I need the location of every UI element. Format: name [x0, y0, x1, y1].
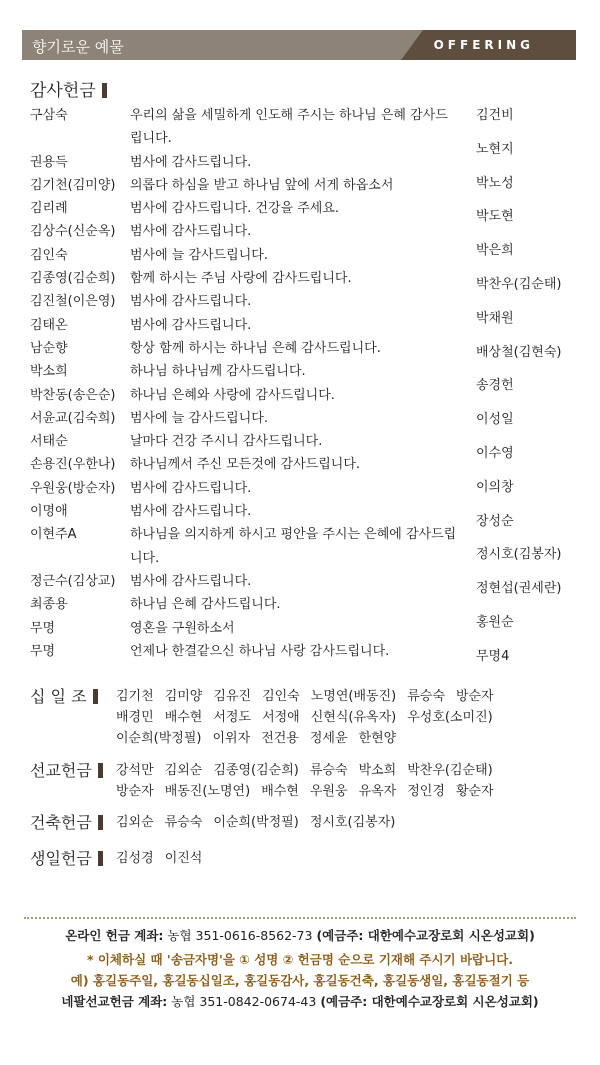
heading-marker-icon [93, 689, 98, 704]
donor-message: 언제나 한결같으신 하나님 사랑 감사드립니다. [130, 643, 390, 659]
donor-name: 류승숙 [309, 763, 348, 778]
mission-line [116, 781, 565, 802]
nepal-account-number: 농협 351-0842-0674-43 [171, 994, 317, 1009]
donor-name: 이순희(박정필) [213, 815, 299, 830]
donor-name: 유옥자 [358, 784, 397, 799]
birthday-names [116, 848, 576, 869]
mission-names [116, 760, 576, 802]
donor-name: 한현양 [358, 731, 397, 746]
donor-name: 김종영(김순희) [30, 271, 116, 287]
donor-name: 우원웅(방순자) [30, 480, 116, 496]
heading-marker-icon [98, 763, 103, 778]
birthday-label-text: 생일헌금 [30, 849, 92, 868]
donor-name: 무명4 [476, 648, 510, 664]
thanks-heading-text: 감사헌금 [30, 81, 96, 101]
donor-name: 배동진(노명연) [164, 784, 251, 799]
donor-name: 이위자 [212, 731, 251, 746]
donor-name: 김성경 [116, 851, 154, 866]
donor-message: 하나님을 의지하게 하시고 평안을 주시는 은혜에 감사드립니다. [130, 527, 457, 566]
thanks-row [30, 220, 460, 243]
donor-name: 권용득 [30, 154, 68, 170]
birthday-line [116, 848, 565, 869]
thanks-row [30, 384, 460, 407]
donor-message: 범사에 늘 감사드립니다. [130, 247, 268, 263]
donor-name: 무명 [30, 620, 56, 636]
donor-message: 범사에 감사드립니다. [130, 573, 252, 589]
mission-label-text: 선교헌금 [30, 761, 92, 780]
donor-name: 무명 [30, 643, 56, 659]
nepal-account-label: 네팔선교헌금 계좌: [61, 994, 168, 1009]
donor-message: 하나님 하나님께 감사드립니다. [130, 364, 306, 380]
donor-name: 최종용 [30, 597, 68, 613]
donor-name: 박채원 [476, 310, 514, 326]
thanks-row [30, 197, 460, 220]
dotted-divider [24, 917, 576, 919]
donor-name: 서정애 [262, 710, 300, 725]
mission-label [30, 760, 103, 781]
donor-name: 김기천 [116, 689, 154, 704]
donor-name: 박찬우(김순태) [476, 276, 562, 292]
nepal-account-holder: (예금주: 대한예수교장로회 시온성교회) [320, 994, 539, 1009]
donor-name: 서태순 [30, 434, 68, 450]
donor-name: 남순향 [30, 340, 68, 356]
donor-name: 구삼숙 [30, 108, 68, 123]
thanks-row [30, 593, 460, 616]
building-label [30, 812, 103, 833]
donor-name: 손용진(우한나) [30, 457, 116, 473]
tithe-line [116, 686, 565, 707]
online-account-line [0, 926, 600, 944]
donor-name: 홍원순 [476, 614, 514, 630]
donor-name: 노명연(배동진) [310, 689, 397, 704]
donor-name: 김건비 [476, 108, 514, 123]
thanks-row [30, 523, 460, 570]
donor-message: 범사에 감사드립니다. [130, 154, 252, 170]
donor-message: 함께 하시는 주님 사랑에 감사드립니다. [130, 271, 352, 287]
tithe-label [30, 686, 98, 707]
donor-name: 김미양 [164, 689, 203, 704]
thanks-row [30, 104, 460, 151]
building-label-text: 건축헌금 [30, 813, 92, 832]
mission-line [116, 760, 565, 781]
donor-name: 김종영(김순희) [213, 763, 299, 778]
donor-name: 김리례 [30, 201, 68, 217]
donor-name: 류승숙 [407, 689, 445, 704]
donor-name: 배상철(김현숙) [476, 344, 562, 360]
donor-name: 정세윤 [309, 731, 348, 746]
donor-name: 박찬동(송은순) [30, 387, 116, 403]
donor-name: 이수영 [476, 445, 514, 461]
donor-message: 범사에 감사드립니다. [130, 317, 252, 333]
section-banner [22, 30, 576, 60]
thanks-row [30, 617, 460, 640]
donor-name: 이현주A [30, 527, 77, 543]
birthday-label [30, 848, 103, 869]
donor-name: 박소희 [358, 763, 397, 778]
donor-name: 이의창 [476, 479, 514, 495]
donor-name: 노현지 [476, 141, 514, 157]
online-account-label: 온라인 헌금 계좌: [65, 928, 164, 943]
donor-name: 박소희 [30, 364, 68, 380]
thanks-row [30, 244, 460, 267]
donor-message: 항상 함께 하시는 하나님 은혜 감사드립니다. [130, 340, 381, 356]
donor-name: 김유진 [213, 689, 252, 704]
thanks-row [30, 314, 460, 337]
donor-name: 김인숙 [262, 689, 300, 704]
thanks-row [30, 430, 460, 453]
donor-name: 이진석 [164, 851, 203, 866]
donor-name: 김진철(이은영) [30, 294, 116, 310]
donor-name: 우원웅 [309, 784, 348, 799]
donor-message: 하나님 은혜 감사드립니다. [130, 597, 281, 613]
donor-name: 황순자 [455, 784, 494, 799]
donor-name: 정인경 [407, 784, 445, 799]
donor-name: 김외순 [164, 763, 203, 778]
donor-name: 박노성 [476, 175, 514, 191]
donor-name: 류승숙 [164, 815, 203, 830]
donor-name: 정근수(김상교) [30, 573, 116, 589]
thanks-row [30, 360, 460, 383]
thanks-row [30, 151, 460, 174]
banner-subtitle: OFFERING [433, 38, 534, 52]
heading-marker-icon [102, 83, 107, 98]
thanks-row [30, 267, 460, 290]
donor-name: 방순자 [455, 689, 494, 704]
donor-name: 정현섭(권세란) [476, 581, 562, 597]
thanks-row [30, 290, 460, 313]
donor-message: 범사에 감사드립니다. [130, 504, 252, 520]
tithe-line [116, 728, 565, 749]
thanks-right-list [476, 104, 586, 679]
thanks-row [30, 500, 460, 523]
donor-message: 우리의 삶을 세밀하게 인도해 주시는 하나님 은혜 감사드립니다. [130, 108, 448, 147]
online-account-holder: (예금주: 대한예수교장로회 시온성교회) [316, 928, 535, 943]
donor-name: 서정도 [213, 710, 252, 725]
donor-name: 김태온 [30, 317, 68, 333]
tithe-label-text: 십 일 조 [30, 687, 87, 706]
donor-name: 김기천(김미양) [30, 177, 116, 193]
building-line [116, 812, 565, 833]
donor-name: 정시호(김봉자) [476, 547, 562, 563]
thanks-row [30, 407, 460, 430]
donor-name: 전건용 [261, 731, 299, 746]
donor-message: 범사에 감사드립니다. [130, 480, 252, 496]
thanks-list [30, 104, 460, 663]
donor-name: 김외순 [116, 815, 154, 830]
donor-name: 배수현 [164, 710, 203, 725]
donor-name: 강석만 [116, 763, 154, 778]
transfer-note: * 이체하실 때 '송금자명'을 ① 성명 ② 헌금명 순으로 기재해 주시기 바랍니다. [86, 952, 514, 967]
heading-marker-icon [98, 815, 103, 830]
donor-message: 하나님 은혜와 사랑에 감사드립니다. [130, 387, 335, 403]
banner-title: 향기로운 예물 [32, 38, 124, 56]
thanks-row [30, 453, 460, 476]
donor-message: 범사에 감사드립니다. [130, 224, 252, 240]
thanks-heading [30, 76, 107, 101]
tithe-line [116, 707, 565, 728]
thanks-row [30, 174, 460, 197]
donor-name: 방순자 [116, 784, 154, 799]
donor-name: 박도현 [476, 209, 514, 225]
donor-name: 송경헌 [476, 378, 514, 394]
online-account-number: 농협 351-0616-8562-73 [167, 928, 313, 943]
donor-message: 영혼을 구원하소서 [130, 620, 235, 636]
donor-name: 김상수(신순옥) [30, 224, 116, 240]
thanks-row [30, 640, 460, 663]
donor-message: 범사에 감사드립니다. 건강을 주세요. [130, 201, 340, 217]
building-names [116, 812, 576, 833]
donor-name: 박은희 [476, 243, 514, 259]
thanks-row [30, 337, 460, 360]
donor-message: 범사에 감사드립니다. [130, 294, 252, 310]
donor-name: 이순희(박정필) [116, 731, 202, 746]
donor-name: 이명애 [30, 504, 68, 520]
thanks-row [30, 570, 460, 593]
donor-name: 이성일 [476, 412, 514, 428]
donor-name: 우성호(소미진) [407, 710, 493, 725]
heading-marker-icon [98, 851, 103, 866]
donor-name: 배수현 [261, 784, 299, 799]
donor-name: 김인숙 [30, 247, 68, 263]
donor-name: 신현식(유옥자) [310, 710, 397, 725]
donor-message: 범사에 늘 감사드립니다. [130, 410, 268, 426]
donor-name: 장성순 [476, 513, 514, 529]
donor-name: 서윤교(김숙희) [30, 410, 116, 426]
transfer-example: 예) 홍길동주일, 홍길동십일조, 홍길동감사, 홍길동건축, 홍길동생일, 홍길동절기 등 [70, 973, 530, 988]
thanks-row [30, 477, 460, 500]
donor-message: 하나님께서 주신 모든것에 감사드립니다. [130, 457, 361, 473]
tithe-names [116, 686, 576, 749]
nepal-account-line [0, 992, 600, 1010]
donor-name: 배경민 [116, 710, 154, 725]
donor-message: 날마다 건강 주시니 감사드립니다. [130, 434, 323, 450]
donor-message: 의롭다 하심을 받고 하나님 앞에 서게 하옵소서 [130, 177, 394, 193]
donor-name: 박찬우(김순태) [407, 763, 493, 778]
donor-name: 정시호(김봉자) [309, 815, 396, 830]
